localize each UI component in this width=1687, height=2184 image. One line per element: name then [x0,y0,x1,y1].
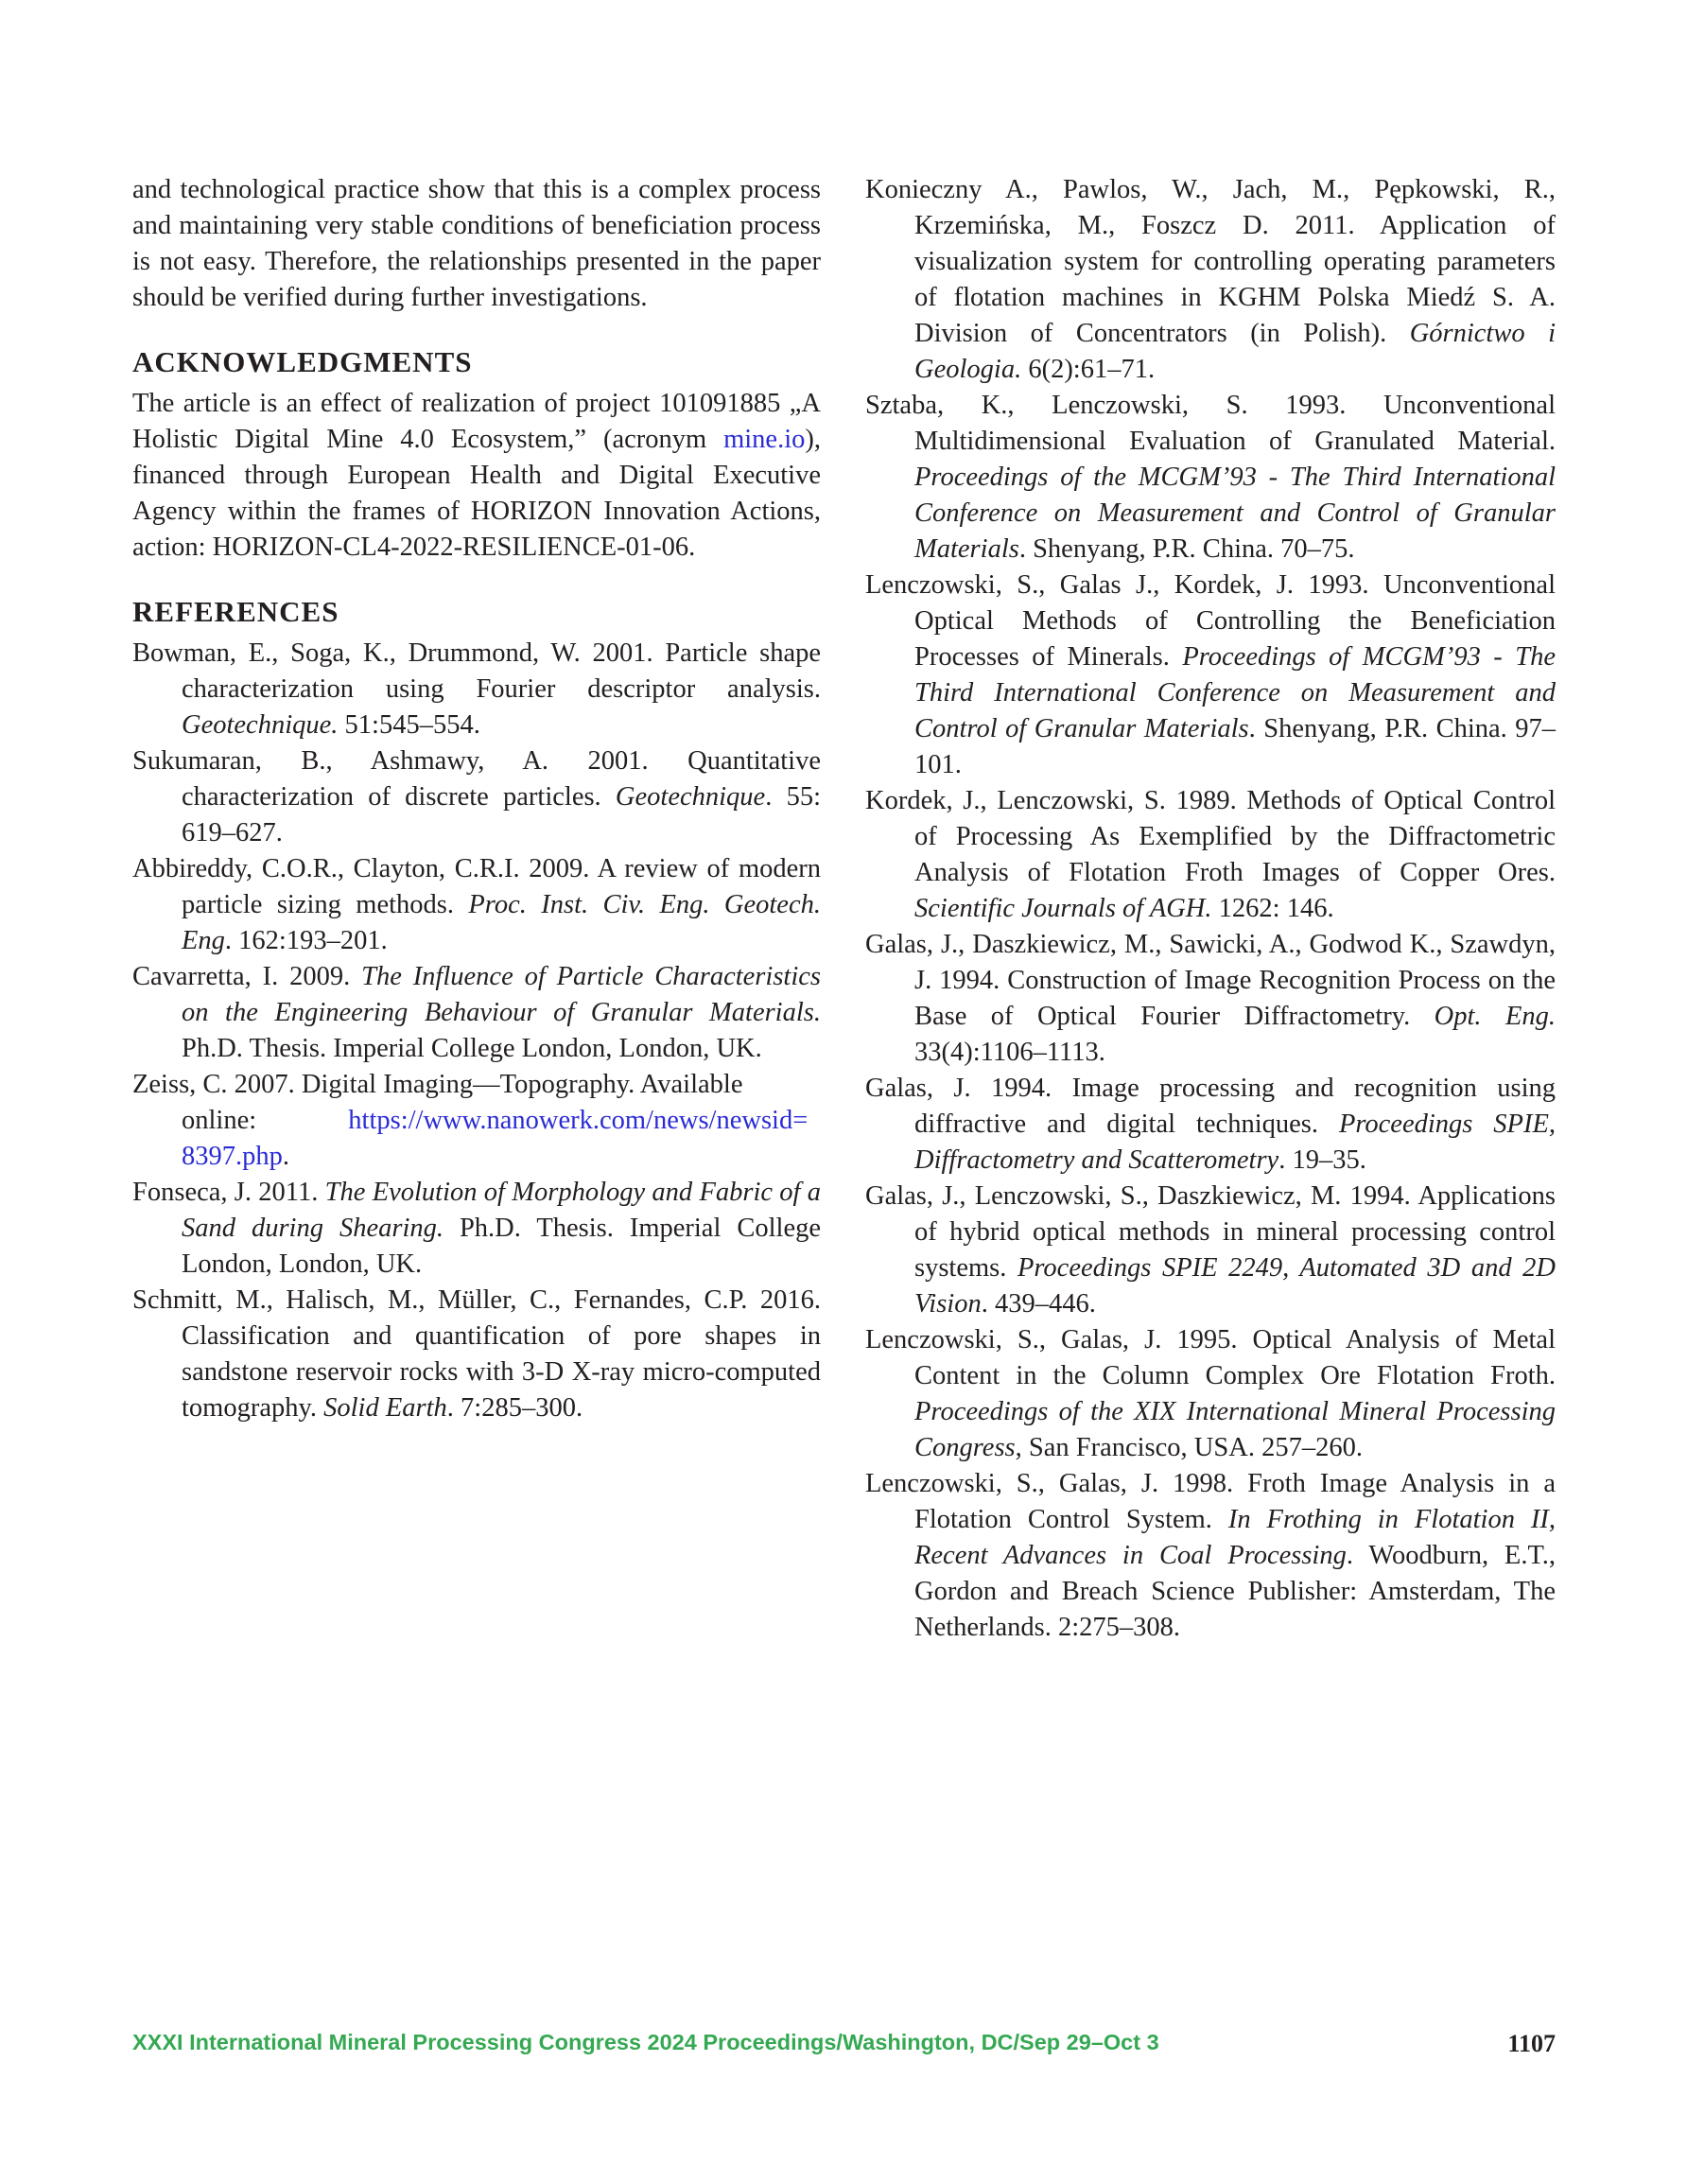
reference-text: Kordek, J., Lenczowski, S. 1989. Methods of Optical Control of Processing As Exemplified by the Diffractometric Analysis of Flotation Froth Images of Copper Ores. [865,786,1556,887]
acknowledgments-paragraph [132,386,821,566]
reference-item [132,743,821,851]
reference-details: 33(4):1106–1113. [914,1038,1105,1067]
acknowledgments-text: The article is an effect of realization of project 101091885 „A Holistic Digital Mine 4.0 Ecosystem,” (acronym [132,389,821,454]
reference-details: 51:545–554. [338,710,480,740]
reference-details: . 7:285–300. [446,1393,583,1423]
reference-source: Geotechnique [615,782,766,812]
reference-source: Proceedings of MCGM’93 - The Third International Conference on Measurement and Control of Granular Materials [914,642,1556,743]
footer-conference-text: XXXI International Mineral Processing Congress 2024 Proceedings/Washington, DC/Sep 29–Oct 3 [132,2030,1159,2054]
reference-text: Bowman, E., Soga, K., Drummond, W. 2001. Particle shape characterization using Fourier descriptor analysis. [132,638,821,704]
reference-item [865,927,1556,1071]
reference-details: Ph.D. Thesis. Imperial College London, London, UK. [182,1214,821,1279]
reference-item [865,1322,1556,1466]
references-heading: REFERENCES [132,595,339,628]
reference-item [132,1283,821,1426]
reference-text: Lenczowski, S., Galas, J. 1995. Optical Analysis of Metal Content in the Column Complex Ore Flotation Froth. [865,1325,1556,1390]
intro-paragraph: and technological practice show that this is a complex process and maintaining very stable conditions of beneficiation process is not easy. Therefore, the relationships presented in the paper should be verified during further investigations. [132,175,821,312]
reference-details: 6(2):61–71. [1021,355,1156,384]
reference-source: Górnictwo i Geologia. [914,319,1556,384]
reference-item [132,1067,821,1175]
reference-text: Galas, J., Daszkiewicz, M., Sawicki, A., Godwod K., Szawdyn, J. 1994. Construction of Image Recognition Process on the Base of Optical Fourier Diffractometry. [865,930,1556,1031]
reference-source: Proceedings SPIE, Diffractometry and Scatterometry [914,1109,1556,1175]
acknowledgments-text-end: ), financed through European Health and Digital Executive Agency within the frames of HORIZON Innovation Actions, action: HORIZON-CL4-2022-RESILIENCE-01-06. [132,425,821,562]
reference-text: Abbireddy, C.O.R., Clayton, C.R.I. 2009. A review of modern particle sizing methods. [132,854,821,919]
reference-details: . [282,1142,289,1171]
page-number: 1107 [1507,2030,1556,2057]
nanowerk-link[interactable]: https://www.nanowerk.com/news/newsid=8397.php [182,1106,809,1171]
reference-details: . 162:193–201. [224,926,388,955]
reference-item [865,172,1556,388]
reference-text: Sztaba, K., Lenczowski, S. 1993. Unconventional Multidimensional Evaluation of Granulated Material. [865,391,1556,456]
reference-source: Scientific Journals of AGH. [914,894,1212,923]
reference-text: Lenczowski, S., Galas J., Kordek, J. 1993. Unconventional Optical Methods of Controlling the Beneficiation Processes of Minerals. [865,570,1556,672]
reference-text: Konieczny A., Pawlos, W., Jach, M., Pępkowski, R., Krzemińska, M., Foszcz D. 2011. Application of visualization system for controlling operating parameters of flotation machines in KGHM Polska Miedź S. A. Division of Concentrators (in Polish). [865,175,1556,348]
reference-text: Zeiss, C. 2007. Digital Imaging—Topography. Available online: [132,1070,743,1135]
reference-item [865,1466,1556,1646]
reference-text: Sukumaran, B., Ashmawy, A. 2001. Quantitative characterization of discrete particles. [132,746,821,812]
reference-details: . Woodburn, E.T., Gordon and Breach Science Publisher: Amsterdam, The Netherlands. 2:275–308. [914,1541,1557,1642]
reference-item [132,1175,821,1283]
right-column [865,172,1556,1646]
reference-item [865,1071,1556,1179]
reference-item [865,568,1556,783]
reference-text: Galas, J. 1994. Image processing and recognition using diffractive and digital techniques. [865,1074,1556,1139]
reference-details: . Shenyang, P.R. China. 97–101. [914,714,1556,779]
reference-details: Ph.D. Thesis. Imperial College London, London, UK. [182,1034,762,1063]
reference-item [132,959,821,1067]
reference-source: Proceedings of the MCGM’93 - The Third International Conference on Measurement and Control of Granular Materials [914,463,1556,564]
mine-io-link[interactable]: mine.io [723,425,806,454]
reference-source: Solid Earth [323,1393,447,1423]
reference-source: Opt. Eng. [1434,1002,1556,1031]
left-column [132,172,821,1426]
reference-details: 1262: 146. [1211,894,1334,923]
reference-details: . 439–446. [981,1289,1096,1319]
reference-text: Lenczowski, S., Galas, J. 1998. Froth Image Analysis in a Flotation Control System. [865,1469,1556,1534]
reference-text: Galas, J., Lenczowski, S., Daszkiewicz, M. 1994. Applications of hybrid optical methods in mineral processing control systems. [865,1181,1556,1283]
reference-source: Proc. Inst. Civ. Eng. Geotech. Eng [182,890,821,955]
reference-details: . 55: 619–627. [182,782,821,847]
acknowledgments-heading: ACKNOWLEDGMENTS [132,345,473,378]
reference-source: In Frothing in Flotation II, Recent Advances in Coal Processing [914,1505,1556,1570]
reference-item [865,783,1556,927]
reference-source: Proceedings SPIE 2249, Automated 3D and 2D Vision [914,1253,1556,1319]
reference-source: Geotechnique. [182,710,339,740]
reference-item [865,388,1556,568]
reference-item [132,851,821,959]
reference-details: , San Francisco, USA. 257–260. [1015,1433,1363,1462]
page-footer [132,2030,1556,2055]
reference-item [865,1179,1556,1322]
reference-item [132,636,821,743]
reference-text: Schmitt, M., Halisch, M., Müller, C., Fernandes, C.P. 2016. Classification and quantification of pore shapes in sandstone reservoir rocks with 3-D X-ray micro-computed tomography. [132,1285,821,1423]
reference-text: Fonseca, J. 2011. [132,1178,325,1207]
reference-source: Proceedings of the XIX International Mineral Processing Congress [914,1397,1556,1462]
reference-source: The Influence of Particle Characteristics on the Engineering Behaviour of Granular Materials. [182,962,821,1027]
reference-text: Cavarretta, I. 2009. [132,962,362,991]
reference-details: . Shenyang, P.R. China. 70–75. [1018,534,1355,564]
reference-details: . 19–35. [1278,1145,1366,1175]
reference-source: The Evolution of Morphology and Fabric of a Sand during Shearing. [182,1178,821,1243]
